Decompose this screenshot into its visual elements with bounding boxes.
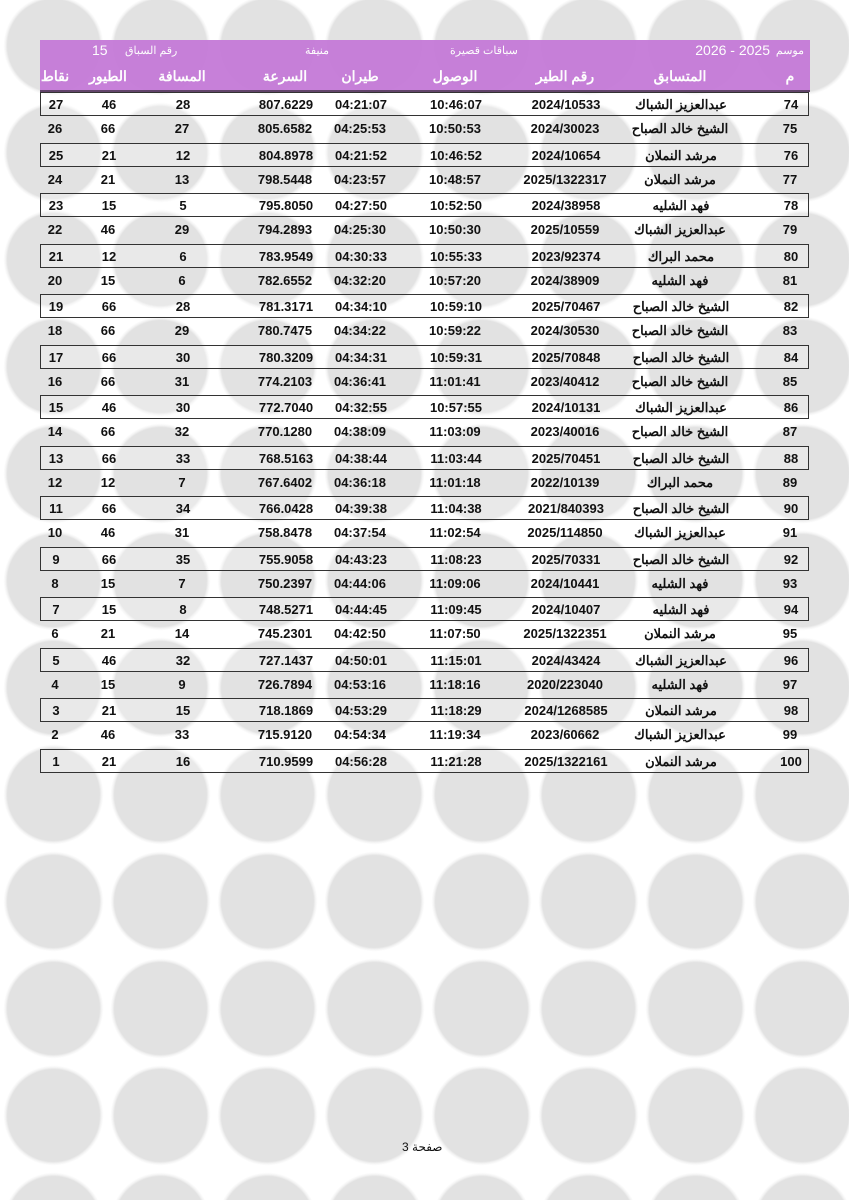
- cell-rank: 96: [783, 652, 799, 668]
- cell-arrival: 11:03:09: [429, 424, 481, 440]
- table-row: [40, 496, 809, 520]
- cell-flight: 04:53:29: [334, 703, 388, 718]
- cell-rank: 81: [782, 272, 798, 288]
- cell-points: 8: [51, 575, 59, 591]
- cell-speed: 710.9599: [258, 753, 314, 769]
- table-row: [40, 547, 809, 571]
- cell-arrival: 10:57:55: [429, 400, 483, 415]
- cell-ring: 2020/223040: [527, 676, 603, 692]
- col-name: المتسابق: [653, 68, 707, 84]
- cell-name: مرشد النملان: [644, 626, 716, 642]
- cell-name: فهد الشليه: [652, 198, 710, 213]
- cell-rank: 98: [783, 703, 799, 718]
- cell-speed: 715.9120: [257, 727, 313, 743]
- cell-distance: 7: [178, 575, 186, 591]
- cell-birds: 21: [100, 626, 116, 642]
- table-row: [40, 117, 809, 141]
- cell-arrival: 10:52:50: [429, 198, 483, 213]
- location: منيفة: [305, 45, 329, 57]
- cell-birds: 46: [100, 525, 116, 541]
- cell-rank: 88: [783, 450, 799, 466]
- col-rank: م: [785, 68, 795, 84]
- cell-points: 12: [47, 474, 63, 490]
- cell-ring: 2024/30530: [530, 323, 600, 339]
- cell-flight: 04:53:16: [333, 676, 387, 692]
- table-row: [40, 749, 809, 773]
- cell-arrival: 11:18:16: [429, 676, 481, 692]
- cell-speed: 798.5448: [257, 171, 313, 187]
- cell-speed: 783.9549: [258, 248, 314, 264]
- cell-birds: 15: [101, 602, 117, 617]
- cell-distance: 28: [175, 299, 191, 314]
- cell-rank: 92: [783, 551, 799, 567]
- cell-birds: 21: [101, 753, 117, 769]
- cell-points: 17: [48, 349, 64, 365]
- cell-rank: 89: [782, 474, 798, 490]
- cell-name: الشيخ خالد الصباح: [632, 349, 730, 365]
- cell-points: 10: [47, 525, 63, 541]
- cell-arrival: 11:07:50: [429, 626, 481, 642]
- cell-distance: 33: [174, 727, 190, 743]
- cell-birds: 15: [100, 272, 116, 288]
- col-flight: طيران: [341, 68, 379, 84]
- cell-ring: 2025/70848: [531, 349, 601, 365]
- cell-name: الشيخ خالد الصباح: [631, 373, 729, 389]
- cell-points: 16: [47, 373, 63, 389]
- cell-name: الشيخ خالد الصباح: [631, 121, 729, 137]
- table-row: [40, 269, 809, 293]
- cell-speed: 772.7040: [258, 400, 314, 415]
- cell-flight: 04:23:57: [333, 171, 387, 187]
- cell-name: الشيخ خالد الصباح: [631, 323, 729, 339]
- cell-points: 11: [49, 501, 63, 516]
- col-points: نقاط: [40, 68, 70, 84]
- cell-ring: 2023/40412: [530, 373, 600, 389]
- cell-speed: 766.0428: [258, 501, 314, 516]
- cell-arrival: 10:46:52: [429, 147, 483, 163]
- cell-birds: 66: [100, 121, 116, 137]
- cell-ring: 2024/10131: [531, 400, 601, 415]
- cell-ring: 2024/1268585: [524, 703, 608, 718]
- cell-birds: 66: [101, 299, 117, 314]
- cell-name: فهد الشليه: [651, 676, 709, 692]
- table-row: [40, 648, 809, 672]
- cell-flight: 04:44:06: [333, 575, 387, 591]
- cell-arrival: 10:59:31: [429, 349, 483, 365]
- cell-distance: 34: [175, 501, 191, 516]
- cell-distance: 30: [175, 349, 191, 365]
- cell-ring: 2025/70467: [531, 299, 601, 314]
- cell-distance: 29: [174, 222, 190, 238]
- cell-points: 2: [51, 727, 59, 743]
- cell-birds: 15: [100, 575, 116, 591]
- cell-birds: 21: [101, 703, 117, 718]
- cell-ring: 2022/10139: [530, 474, 600, 490]
- cell-rank: 79: [782, 222, 798, 238]
- cell-distance: 30: [175, 400, 191, 415]
- cell-points: 5: [52, 652, 60, 668]
- cell-name: عبدالعزيز الشباك: [634, 222, 726, 238]
- cell-rank: 77: [782, 171, 798, 187]
- cell-distance: 27: [174, 121, 190, 137]
- cell-birds: 66: [101, 501, 117, 516]
- cell-arrival: 10:59:22: [428, 323, 482, 339]
- cell-arrival: 11:01:18: [429, 474, 481, 490]
- cell-arrival: 11:04:38: [430, 501, 482, 516]
- cell-speed: 727.1437: [258, 652, 314, 668]
- cell-name: فهد الشليه: [651, 272, 709, 288]
- cell-birds: 15: [100, 676, 116, 692]
- cell-speed: 770.1280: [257, 424, 313, 440]
- cell-name: مرشد النملان: [645, 703, 717, 718]
- cell-arrival: 11:21:28: [430, 753, 482, 769]
- cell-birds: 66: [100, 424, 116, 440]
- cell-ring: 2024/10533: [531, 97, 601, 112]
- table-row: [40, 597, 809, 621]
- cell-speed: 758.8478: [257, 525, 313, 541]
- table-row: [40, 673, 809, 697]
- table-row: [40, 218, 809, 242]
- cell-flight: 04:39:38: [334, 501, 388, 516]
- cell-rank: 93: [782, 575, 798, 591]
- cell-points: 20: [47, 272, 63, 288]
- cell-flight: 04:30:33: [334, 248, 388, 264]
- cell-distance: 14: [174, 626, 190, 642]
- cell-arrival: 10:48:57: [428, 171, 482, 187]
- cell-flight: 04:25:30: [333, 222, 387, 238]
- cell-flight: 04:38:09: [333, 424, 387, 440]
- cell-arrival: 11:02:54: [429, 525, 481, 541]
- cell-flight: 04:25:53: [333, 121, 387, 137]
- cell-ring: 2024/10441: [530, 575, 600, 591]
- cell-ring: 2025/70331: [531, 551, 601, 567]
- cell-distance: 29: [174, 323, 190, 339]
- cell-points: 15: [48, 400, 64, 415]
- table-row: [40, 319, 809, 343]
- table-header: [40, 40, 810, 92]
- cell-distance: 32: [175, 652, 191, 668]
- cell-arrival: 11:18:29: [430, 703, 482, 718]
- cell-points: 24: [47, 171, 63, 187]
- cell-birds: 12: [101, 248, 117, 264]
- cell-flight: 04:21:52: [334, 147, 388, 163]
- cell-rank: 91: [782, 525, 798, 541]
- cell-distance: 35: [175, 551, 191, 567]
- cell-birds: 15: [101, 198, 117, 213]
- cell-rank: 99: [782, 727, 798, 743]
- cell-speed: 795.8050: [258, 198, 314, 213]
- cell-ring: 2025/114850: [527, 525, 603, 541]
- cell-arrival: 10:57:20: [428, 272, 482, 288]
- race-no: 15: [92, 42, 108, 58]
- col-birds: الطيور: [89, 68, 127, 84]
- cell-distance: 31: [174, 373, 190, 389]
- cell-arrival: 11:15:01: [430, 652, 482, 668]
- cell-flight: 04:38:44: [334, 450, 388, 466]
- cell-birds: 46: [100, 222, 116, 238]
- cell-flight: 04:54:34: [333, 727, 387, 743]
- cell-ring: 2024/10407: [531, 602, 601, 617]
- cell-points: 4: [51, 676, 59, 692]
- cell-points: 3: [52, 703, 60, 718]
- cell-distance: 12: [175, 147, 191, 163]
- table-row: [40, 521, 809, 545]
- cell-speed: 767.6402: [257, 474, 313, 490]
- table-row: [40, 572, 809, 596]
- cell-distance: 6: [178, 272, 186, 288]
- cell-rank: 83: [782, 323, 798, 339]
- cell-flight: 04:34:31: [334, 349, 388, 365]
- cell-flight: 04:43:23: [334, 551, 388, 567]
- table-row: [40, 420, 809, 444]
- cell-distance: 31: [174, 525, 190, 541]
- cell-birds: 21: [100, 171, 116, 187]
- cell-speed: 755.9058: [258, 551, 314, 567]
- table-row: [40, 698, 809, 722]
- cell-birds: 46: [101, 652, 117, 668]
- cell-rank: 75: [782, 121, 798, 137]
- cell-birds: 66: [101, 551, 117, 567]
- cell-points: 13: [48, 450, 64, 466]
- cell-speed: 782.6552: [257, 272, 313, 288]
- cell-flight: 04:44:45: [334, 602, 388, 617]
- cell-ring: 2025/1322317: [523, 171, 607, 187]
- cell-name: مرشد النملان: [644, 171, 716, 187]
- cell-rank: 94: [783, 602, 799, 617]
- cell-distance: 16: [175, 753, 191, 769]
- cell-flight: 04:34:10: [334, 299, 388, 314]
- table-row: [40, 244, 809, 268]
- cell-distance: 7: [178, 474, 186, 490]
- season-value: 2026 - 2025: [695, 42, 770, 58]
- cell-arrival: 11:19:34: [429, 727, 481, 743]
- cell-ring: 2023/60662: [530, 727, 600, 743]
- cell-ring: 2024/30023: [530, 121, 600, 137]
- cell-speed: 794.2893: [257, 222, 313, 238]
- cell-points: 27: [48, 97, 64, 112]
- cell-speed: 748.5271: [258, 602, 314, 617]
- cell-ring: 2025/70451: [531, 450, 601, 466]
- cell-name: الشيخ خالد الصباح: [632, 299, 730, 314]
- cell-speed: 774.2103: [257, 373, 313, 389]
- cell-points: 6: [51, 626, 59, 642]
- cell-ring: 2024/38958: [531, 198, 601, 213]
- table-row: [40, 143, 809, 167]
- cell-points: 18: [47, 323, 63, 339]
- cell-speed: 726.7894: [257, 676, 313, 692]
- cell-flight: 04:42:50: [333, 626, 387, 642]
- cell-arrival: 10:50:53: [428, 121, 482, 137]
- race-no-label: رقم السباق: [125, 45, 178, 57]
- table-row: [40, 193, 809, 217]
- cell-name: محمد البراك: [647, 248, 715, 264]
- cell-name: فهد الشليه: [651, 575, 709, 591]
- cell-birds: 12: [100, 474, 116, 490]
- col-speed: السرعة: [262, 68, 308, 84]
- cell-points: 19: [48, 299, 64, 314]
- table-row: [40, 370, 809, 394]
- cell-birds: 21: [101, 147, 117, 163]
- cell-birds: 66: [100, 373, 116, 389]
- cell-name: مرشد النملان: [645, 753, 717, 769]
- cell-speed: 807.6229: [258, 97, 314, 112]
- col-distance: المسافة: [158, 68, 206, 84]
- cell-flight: 04:50:01: [334, 652, 388, 668]
- cell-arrival: 11:01:41: [429, 373, 481, 389]
- cell-speed: 750.2397: [257, 575, 313, 591]
- page-number: صفحة 3: [402, 1140, 443, 1154]
- cell-speed: 780.3209: [258, 349, 314, 365]
- cell-distance: 6: [179, 248, 187, 264]
- cell-flight: 04:32:55: [334, 400, 388, 415]
- cell-distance: 5: [179, 198, 187, 213]
- cell-ring: 2024/38909: [530, 272, 600, 288]
- cell-speed: 745.2301: [257, 626, 313, 642]
- cell-birds: 66: [100, 323, 116, 339]
- cell-name: فهد الشليه: [652, 602, 710, 617]
- table-row: [40, 723, 809, 747]
- table-row: [40, 395, 809, 419]
- cell-rank: 82: [783, 299, 799, 314]
- cell-distance: 15: [175, 703, 191, 718]
- cell-ring: 2021/840393: [528, 501, 604, 516]
- cell-rank: 86: [783, 400, 799, 415]
- cell-speed: 768.5163: [258, 450, 314, 466]
- cell-rank: 95: [782, 626, 798, 642]
- cell-arrival: 11:09:45: [430, 602, 482, 617]
- cell-points: 21: [48, 248, 64, 264]
- cell-rank: 87: [782, 424, 798, 440]
- cell-name: مرشد النملان: [645, 147, 717, 163]
- cell-rank: 85: [782, 373, 798, 389]
- cell-name: عبدالعزيز الشباك: [635, 97, 727, 112]
- col-ring: رقم الطير: [535, 68, 595, 84]
- cell-arrival: 11:08:23: [430, 551, 482, 567]
- cell-points: 1: [52, 753, 60, 769]
- cell-distance: 33: [175, 450, 191, 466]
- cell-name: الشيخ خالد الصباح: [632, 551, 730, 567]
- cell-flight: 04:27:50: [334, 198, 388, 213]
- cell-birds: 66: [101, 349, 117, 365]
- cell-rank: 84: [783, 349, 799, 365]
- cell-distance: 13: [174, 171, 190, 187]
- cell-speed: 718.1869: [258, 703, 314, 718]
- cell-flight: 04:56:28: [334, 753, 388, 769]
- table-row: [40, 345, 809, 369]
- cell-rank: 100: [780, 753, 802, 769]
- cell-flight: 04:37:54: [333, 525, 387, 541]
- season-label: موسم: [775, 45, 804, 57]
- cell-rank: 76: [783, 147, 799, 163]
- table-row: [40, 168, 809, 192]
- cell-speed: 805.6582: [257, 121, 313, 137]
- cell-ring: 2023/92374: [531, 248, 601, 264]
- cell-flight: 04:36:18: [333, 474, 387, 490]
- cell-speed: 780.7475: [257, 323, 313, 339]
- cell-rank: 80: [783, 248, 799, 264]
- cell-name: عبدالعزيز الشباك: [635, 400, 727, 415]
- cell-ring: 2023/40016: [530, 424, 600, 440]
- cell-distance: 28: [175, 97, 191, 112]
- cell-name: الشيخ خالد الصباح: [632, 501, 730, 516]
- cell-speed: 804.8978: [258, 147, 314, 163]
- cell-arrival: 10:55:33: [429, 248, 483, 264]
- cell-rank: 90: [783, 501, 799, 516]
- cell-rank: 74: [783, 97, 799, 112]
- table-row: [40, 446, 809, 470]
- table-row: [40, 622, 809, 646]
- cell-rank: 78: [783, 198, 799, 213]
- cell-ring: 2025/1322351: [523, 626, 607, 642]
- cell-speed: 781.3171: [258, 299, 314, 314]
- cell-arrival: 10:46:07: [429, 97, 483, 112]
- cell-ring: 2024/43424: [531, 652, 601, 668]
- cell-name: الشيخ خالد الصباح: [631, 424, 729, 440]
- cell-ring: 2025/1322161: [524, 753, 608, 769]
- cell-birds: 46: [100, 727, 116, 743]
- table-row: [40, 471, 809, 495]
- cell-arrival: 11:03:44: [430, 450, 482, 466]
- table-row: [40, 92, 809, 116]
- cell-name: محمد البراك: [646, 474, 714, 490]
- cell-name: عبدالعزيز الشباك: [634, 727, 726, 743]
- cell-flight: 04:21:07: [334, 97, 388, 112]
- cell-flight: 04:34:22: [333, 323, 387, 339]
- cell-birds: 46: [101, 97, 117, 112]
- col-arrival: الوصول: [432, 68, 478, 84]
- cell-points: 26: [47, 121, 63, 137]
- cell-arrival: 10:59:10: [429, 299, 483, 314]
- cell-points: 23: [48, 198, 64, 213]
- cell-flight: 04:36:41: [333, 373, 387, 389]
- cell-points: 25: [48, 147, 64, 163]
- table-row: [40, 294, 809, 318]
- cell-name: عبدالعزيز الشباك: [634, 525, 726, 541]
- cell-birds: 46: [101, 400, 117, 415]
- cell-rank: 97: [782, 676, 798, 692]
- cell-arrival: 10:50:30: [428, 222, 482, 238]
- cell-distance: 9: [178, 676, 186, 692]
- cell-name: عبدالعزيز الشباك: [635, 652, 727, 668]
- cell-birds: 66: [101, 450, 117, 466]
- cell-points: 14: [47, 424, 63, 440]
- cell-arrival: 11:09:06: [429, 575, 481, 591]
- race-type: سباقات قصيرة: [450, 45, 518, 57]
- cell-points: 22: [47, 222, 63, 238]
- cell-ring: 2025/10559: [530, 222, 600, 238]
- cell-flight: 04:32:20: [333, 272, 387, 288]
- cell-distance: 8: [179, 602, 187, 617]
- cell-points: 7: [52, 602, 60, 617]
- cell-ring: 2024/10654: [531, 147, 601, 163]
- cell-name: الشيخ خالد الصباح: [632, 450, 730, 466]
- cell-points: 9: [52, 551, 60, 567]
- cell-distance: 32: [174, 424, 190, 440]
